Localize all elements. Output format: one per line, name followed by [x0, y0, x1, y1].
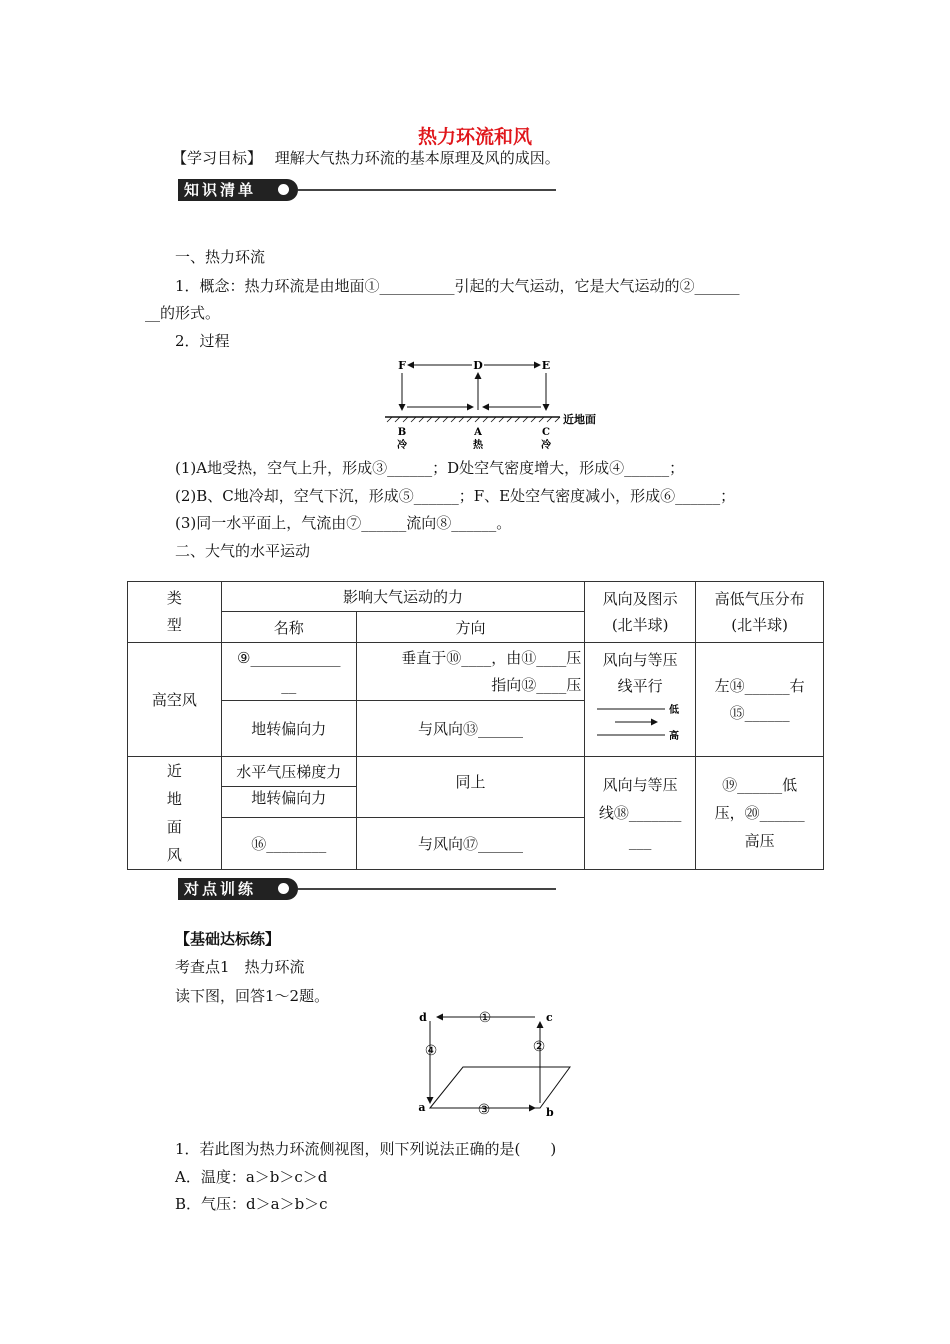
header-name: 名称	[221, 612, 356, 643]
training-banner-label: 对点训练	[178, 878, 298, 900]
concept-line1: 1．概念：热力环流是由地面①__________引起的大气运动，它是大气运动的②______	[175, 277, 740, 295]
label-2: ②	[532, 1039, 546, 1055]
goal-label: 【学习目标】	[172, 149, 263, 167]
page-title: 热力环流和风	[417, 126, 532, 148]
label-C: C	[542, 427, 550, 438]
section1-heading: 一、热力环流	[175, 248, 266, 266]
label-B-cold: 冷	[397, 440, 407, 451]
process-item1: (1)A地受热，空气上升，形成③______；D处空气密度增大，形成④______；	[175, 459, 685, 477]
label-D: D	[473, 359, 483, 372]
label-B: B	[397, 427, 407, 438]
ground-label: 近地面	[563, 413, 596, 426]
label-C-cold: 冷	[541, 440, 551, 451]
high-altitude-wind-label: 高空风	[128, 643, 222, 757]
near-force2-name: 地转偏向力	[221, 787, 356, 817]
high-wind-cell	[585, 643, 696, 757]
basic-practice-heading: 【基础达标练】	[175, 930, 281, 948]
question-1: 1．若此图为热力环流侧视图，则下列说法正确的是( )	[175, 1140, 557, 1158]
option-A: A．温度：a＞b＞c＞d	[175, 1168, 328, 1186]
high-force1-name: ⑨____________ __	[221, 643, 356, 701]
header-type: 类 型	[128, 582, 222, 643]
near-force12-direction: 同上	[356, 757, 585, 818]
near-force1-name: 水平气压梯度力	[221, 757, 356, 787]
high-force2-name: 地转偏向力	[221, 701, 356, 757]
learning-goal	[172, 147, 560, 168]
high-force1-direction: 垂直于⑩____，由⑪____压 指向⑫____压	[356, 643, 585, 701]
label-4: ④	[424, 1043, 438, 1059]
isobar-high-label: 高	[669, 731, 680, 742]
near-ground-wind-label: 近 地 面 风	[128, 757, 222, 870]
isobar-wind-diagram	[595, 699, 685, 745]
label-A: A	[474, 427, 482, 438]
label-b: b	[546, 1106, 554, 1119]
horizontal-motion-table	[127, 581, 824, 870]
header-wind: 风向及图示 (北半球)	[585, 582, 696, 643]
label-E: E	[541, 359, 551, 372]
label-A-hot: 热	[473, 440, 483, 451]
option-B: B．气压：d＞a＞b＞c	[175, 1195, 328, 1213]
header-force: 影响大气运动的力	[221, 582, 584, 612]
label-1: ①	[478, 1010, 492, 1026]
near-force3-direction: 与风向⑰______	[356, 817, 585, 869]
ground-plane	[430, 1067, 570, 1108]
side-view-diagram	[415, 1010, 580, 1125]
goal-text: 理解大气热力环流的基本原理及风的成因。	[274, 149, 560, 167]
banner-rule	[298, 888, 556, 890]
process-item3: (3)同一水平面上，气流由⑦______流向⑧______。	[175, 514, 512, 532]
header-pressure: 高低气压分布 (北半球)	[696, 582, 824, 643]
high-force2-direction: 与风向⑬______	[356, 701, 585, 757]
thermal-circulation-diagram	[375, 355, 615, 455]
near-force3-name: ⑯________	[221, 817, 356, 869]
header-direction: 方向	[356, 612, 585, 643]
section2-heading: 二、大气的水平运动	[175, 542, 311, 560]
label-c: c	[546, 1011, 553, 1024]
test-point-heading: 考查点1 热力环流	[175, 958, 305, 976]
high-pressure-cell: 左⑭______右 ⑮______	[696, 643, 824, 757]
label-a: a	[418, 1101, 426, 1114]
isobar-low-label: 低	[669, 705, 680, 716]
process-heading: 2．过程	[175, 332, 230, 350]
high-wind-text: 风向与等压 线平行	[602, 651, 678, 695]
label-d: d	[419, 1011, 427, 1024]
banner-dot-icon	[278, 883, 289, 894]
near-pressure-cell: ⑲______低 压，⑳______ 高压	[696, 757, 824, 870]
banner-dot-icon	[278, 184, 289, 195]
label-3: ③	[477, 1102, 491, 1118]
process-item2: (2)B、C地冷却，空气下沉，形成⑤______；F、E处空气密度减小，形成⑥______；	[175, 487, 736, 505]
banner-rule	[298, 189, 556, 191]
knowledge-banner-label: 知识清单	[178, 179, 298, 201]
concept-line2: __的形式。	[145, 304, 221, 322]
label-F: F	[398, 359, 406, 372]
near-wind-cell: 风向与等压 线⑱_______ ___	[585, 757, 696, 870]
question-instruction: 读下图，回答1～2题。	[175, 987, 330, 1005]
